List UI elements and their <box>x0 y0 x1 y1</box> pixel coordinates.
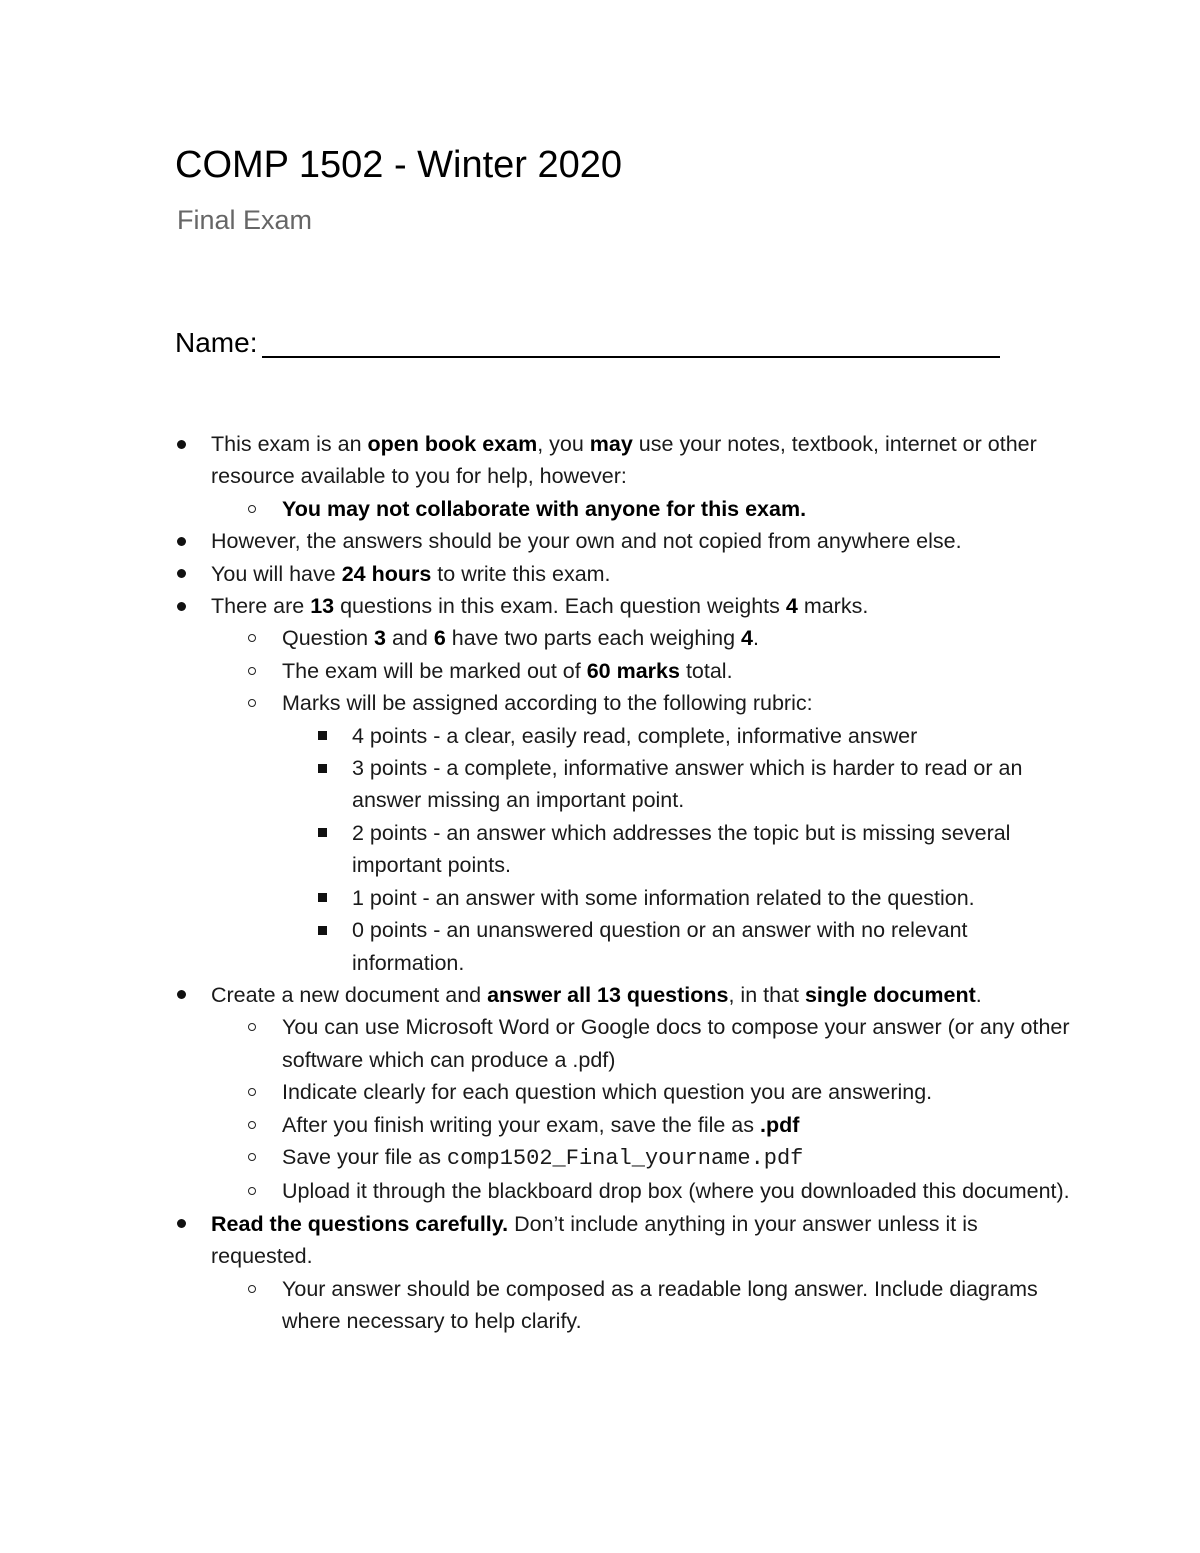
bullet-ring-icon <box>245 1076 259 1108</box>
bullet-dot-icon <box>174 558 188 590</box>
bullet-square-icon <box>315 914 329 946</box>
bullet-dot-icon <box>174 1208 188 1240</box>
rubric-item: 2 points - an answer which addresses the topic but is missing several important points. <box>352 817 1072 882</box>
bullet-ring-icon <box>245 1273 259 1305</box>
bullet-ring-icon <box>245 1141 259 1173</box>
bullet-ring-icon <box>245 1011 259 1043</box>
list-item: Read the questions carefully. Don’t include anything in your answer unless it is requested. <box>211 1208 1071 1273</box>
bullet-square-icon <box>315 720 329 752</box>
instructions-list <box>0 428 1200 1337</box>
rubric-item: 3 points - a complete, informative answer which is harder to read or an answer missing an important point. <box>352 752 1072 817</box>
rubric-item: 4 points - a clear, easily read, complete, informative answer <box>352 720 1072 752</box>
file-name-code: comp1502_Final_yourname.pdf <box>446 1145 804 1171</box>
list-item: Upload it through the blackboard drop box (where you downloaded this document). <box>282 1175 1072 1207</box>
list-item: Question 3 and 6 have two parts each weighing 4. <box>282 622 1072 654</box>
bullet-ring-icon <box>245 687 259 719</box>
bullet-ring-icon <box>245 1109 259 1141</box>
document-title: COMP 1502 - Winter 2020 <box>175 144 623 186</box>
bullet-dot-icon <box>174 590 188 622</box>
list-item: This exam is an open book exam, you may use your notes, textbook, internet or other resource available to you for help, however: <box>211 428 1071 493</box>
list-item: You can use Microsoft Word or Google docs to compose your answer (or any other software which can produce a .pdf) <box>282 1011 1072 1076</box>
list-item: Your answer should be composed as a readable long answer. Include diagrams where necessary to help clarify. <box>282 1273 1072 1338</box>
list-item: There are 13 questions in this exam. Each question weights 4 marks. <box>211 590 1071 622</box>
rubric-item: 1 point - an answer with some information related to the question. <box>352 882 1072 914</box>
bullet-ring-icon <box>245 655 259 687</box>
list-item: After you finish writing your exam, save the file as .pdf <box>282 1109 1072 1141</box>
bullet-ring-icon <box>245 1175 259 1207</box>
bullet-square-icon <box>315 752 329 784</box>
list-item: The exam will be marked out of 60 marks total. <box>282 655 1072 687</box>
list-item: Marks will be assigned according to the following rubric: <box>282 687 1072 719</box>
list-item: Indicate clearly for each question which question you are answering. <box>282 1076 1072 1108</box>
bullet-square-icon <box>315 882 329 914</box>
name-field-label: Name: <box>175 327 258 358</box>
bullet-ring-icon <box>245 493 259 525</box>
rubric-item: 0 points - an unanswered question or an answer with no relevant information. <box>352 914 1072 979</box>
list-item: However, the answers should be your own and not copied from anywhere else. <box>211 525 1071 557</box>
bullet-dot-icon <box>174 428 188 460</box>
bullet-ring-icon <box>245 622 259 654</box>
list-item: You will have 24 hours to write this exam. <box>211 558 1071 590</box>
list-item: Save your file as comp1502_Final_yourname.pdf <box>282 1141 1072 1175</box>
list-item: Create a new document and answer all 13 questions, in that single document. <box>211 979 1071 1011</box>
bullet-dot-icon <box>174 525 188 557</box>
bullet-square-icon <box>315 817 329 849</box>
bullet-dot-icon <box>174 979 188 1011</box>
name-field-underline <box>262 356 1000 358</box>
list-item: You may not collaborate with anyone for this exam. <box>282 493 1072 525</box>
document-subtitle: Final Exam <box>177 205 313 235</box>
